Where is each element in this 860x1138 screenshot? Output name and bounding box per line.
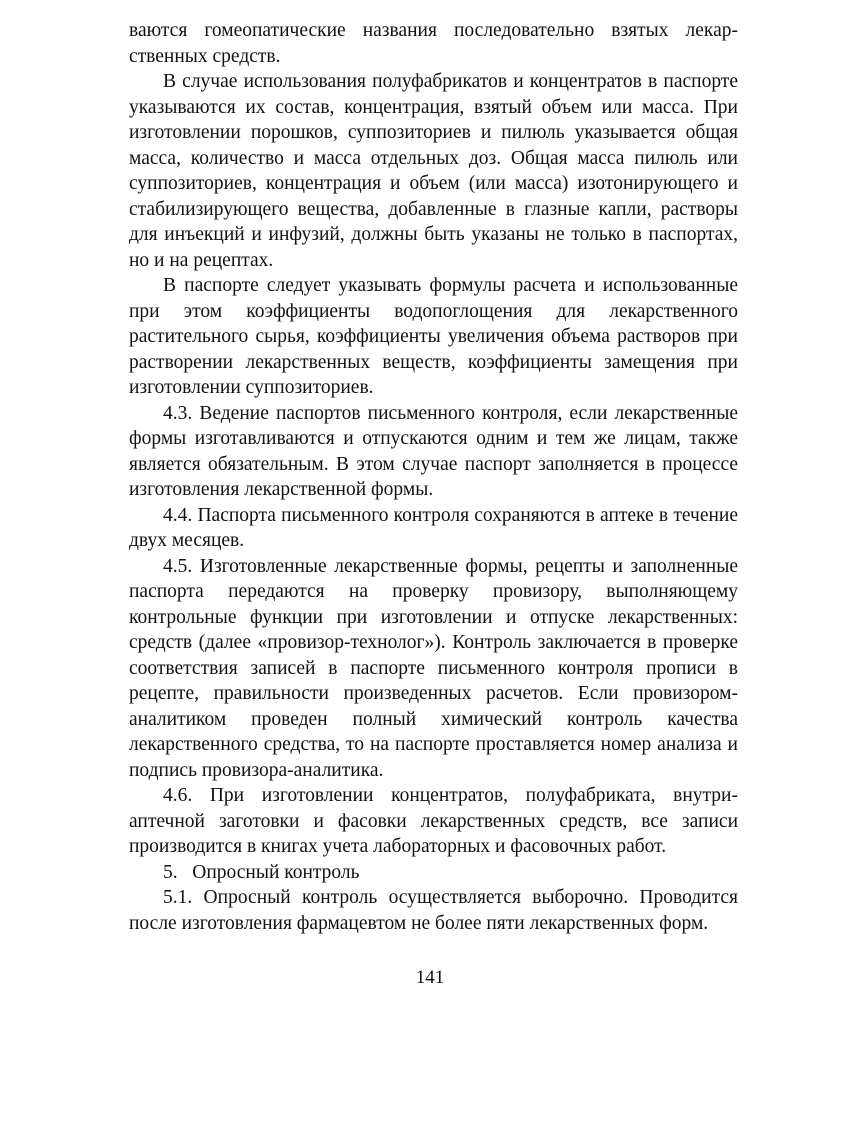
page-number: 141 — [415, 967, 445, 988]
page-text-body — [129, 18, 738, 936]
paragraph-4-5: 4.5. Изготовленные лекарственные формы, рецепты и заполненные паспорта передаются на проверку провизору, выполняющему контрольные функции при изготовлении и отпуске лекарственных: средств (далее «провизор-технолог»). Контроль заключается в проверке соответствия записей в паспорте письменного контроля прописи в рецепте, правильности произведенных расчетов. Если провизором-аналитиком проведен полный химический контроль качества лекарственного средства, то на паспорте проставляется номер анализа и подпись провизора-аналитика. — [129, 555, 738, 781]
section-heading-5: 5. Опросный контроль — [163, 861, 360, 883]
paragraph-4-4: 4.4. Паспорта письменного контроля сохраняются в аптеке в течение двух месяцев. — [129, 504, 738, 551]
paragraph-calculation-formulas: В паспорте следует указывать формулы расчета и использованные при этом коэффициенты водопоглощения для лекарственного растительного сырья, коэффициенты увеличения объема растворов при растворении лекарственных веществ, коэффициенты замещения при изготовлении суппозиториев. — [129, 275, 738, 398]
paragraph-5-1: 5.1. Опросный контроль осуществляется выборочно. Проводится после изготовления фармацевтом не более пяти лекарственных форм. — [129, 887, 738, 934]
paragraph-semi-finished-products: В случае использования полуфабрикатов и концентратов в паспорте указываются их состав, концентрация, взятый объем или масса. При изготовлении порошков, суппозиториев и пилюль указывается общая масса, количество и масса отдельных доз. Общая масса пилюль или суппозиториев, концентрация и объем (или масса) изотонирующего и стабилизирующего вещества, добавленные в глазные капли, растворы для инъекций и инфузий, должны быть указаны не только в паспортах, но и на рецептах. — [129, 71, 738, 271]
paragraph-4-6: 4.6. При изготовлении концентратов, полуфабриката, внутриаптечной заготовки и фасовки лекарственных средств, все записи производится в книгах учета лабораторных и фасовочных работ. — [129, 785, 738, 857]
paragraph-4-3: 4.3. Ведение паспортов письменного контроля, если лекарственные формы изготавливаются и отпускаются одним и тем же лицам, также является обязательным. В этом случае паспорт заполняется в процессе изготовления лекарственной формы. — [129, 402, 738, 500]
paragraph-continuation: ваются гомеопатические названия последовательно взятых лекарственных средств. — [129, 20, 738, 67]
